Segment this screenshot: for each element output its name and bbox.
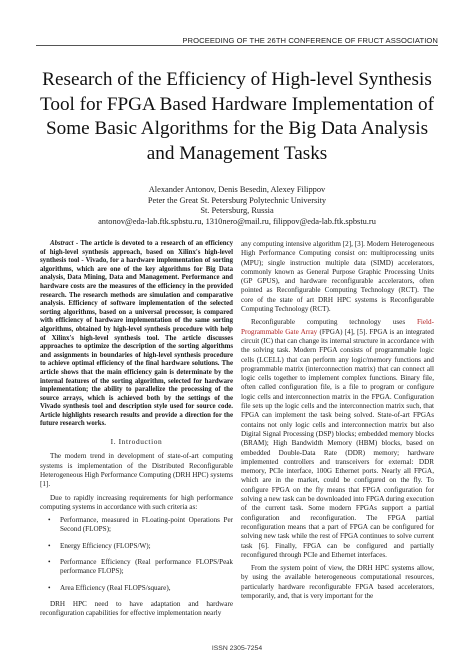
- criteria-item: • Energy Efficiency (FLOPS/W);: [54, 542, 233, 551]
- right-paragraph-2: [241, 318, 434, 560]
- author-block: [0, 185, 474, 227]
- abstract: [40, 240, 233, 429]
- abstract-dash: -: [73, 240, 81, 247]
- intro-paragraph-1: The modern trend in development of state-of-art computing systems is implementation of the Distributed Reconfigurable Heterogeneous High Performance Computing (DRH HPC) systems [1].: [40, 452, 233, 489]
- right-paragraph-1: any computing intensive algorithm [2], [3]. Modern Heterogeneous High Performance Computing consist on: multiprocessing units (MPU); single instruction multiple data (SIMD) accelerators, commonly known as General Purpose Graphic Processing Units (GP GPUS), and hardware reconfigurable accelerators, often pointed as Reconfigurable Computing Technology (RCT). The core of the state of art DRH HPC systems is Reconfigurable Computing Technology (RCT).: [241, 240, 434, 314]
- paper-title: Research of the Efficiency of High-level Synthesis Tool for FPGA Based Hardware Implementation of Some Basic Algorithms for the Big Data Analysis and Management Tasks: [39, 69, 435, 164]
- right-column: [241, 240, 434, 605]
- issn-footer: ISSN 2305-7254: [211, 645, 263, 652]
- conference-header: PROCEEDING OF THE 26TH CONFERENCE OF FRUCT ASSOCIATION: [182, 36, 438, 45]
- header-rule: [36, 45, 438, 46]
- criteria-item: • Performance Efficiency (Real performance FLOPS/Peak performance FLOPS);: [54, 558, 233, 577]
- intro-paragraph-2: Due to rapidly increasing requirements for high performance computing systems in accordance with such criteria as:: [40, 493, 233, 511]
- intro-paragraph-3: DRH HPC need to have adaptation and hardware reconfiguration capabilities for effective implementation nearly: [40, 599, 233, 618]
- fpga-link[interactable]: Field-Programmable Gate Array: [241, 318, 434, 336]
- right-paragraph-3: From the system point of view, the DRH HPC systems allow, by using the available heterogeneous computational resources, particularly hardware reconfigurable FPGA based accelerators, temporarily, and, that is very important for the: [241, 564, 434, 600]
- author-affiliation: Peter the Great St. Petersburg Polytechnic University: [147, 195, 327, 205]
- left-column: [40, 240, 233, 623]
- criteria-list: [40, 516, 233, 593]
- author-names: Alexander Antonov, Denis Besedin, Alexey Filippov: [148, 185, 326, 194]
- criteria-item: • Area Efficiency (Real FLOPS/square),: [54, 584, 233, 593]
- author-city: St. Petersburg, Russia: [200, 206, 274, 215]
- right-paragraph-2-rest: (FPGA) [4], [5]. FPGA is an integrated circuit (IC) that can change its internal structure in accordance with the solving task. Modern FPGA consists of programmable logic cells (LCELL) that can perform any logic/memory functions and programmable matrix (interconnection matrix) that can connect all logic cells together to implement complex functions. Binary file, often called configuration file, is a file to program or configure logic cells and interconnection matrix in the FPGA. Configuration file sets up the logic cells and the interconnection matrix such, that FPGA can implement the task being solved. State-of-art FPGAs contains not only logic cells and interconnection matrix but also Digital Signal Processing (DSP) blocks; embedded memory blocks (BRAM); High Bandwidth Memory (HBM) blocks, based on embedded Double-Data Rate (DDR) memory; hardware implemented controllers and transceivers for external: DDR memory, PCIe interface, 100G Ethernet ports. Nearly all FPGA, which are in the market, could be configured on the fly. To configure FPGA on the fly means that FPGA configuration for solving a new task can be downloaded into FPGA during execution of the current task. Some modern FPGAs support a partial configuration and reconfiguration. The FPGA partial reconfiguration means that a part of FPGA can be configured for solving new task while the rest of FPGA continues to solve current task [6]. Finally, FPGA can be configured and partially reconfigured through PCIe and Ethernet interfaces.: [241, 327, 434, 559]
- abstract-lead: Abstract: [50, 240, 74, 247]
- criteria-item: • Performance, measured in FLoating-point Operations Per Second (FLOPS);: [54, 516, 233, 535]
- section-heading-introduction: I. Introduction: [110, 437, 163, 447]
- right-paragraph-2-start: Reconfigurable computing technology uses: [251, 318, 417, 327]
- author-emails: antonov@eda-lab.ftk.spbstu.ru, 1310nero@mail.ru, filippov@eda-lab.ftk.spbstu.ru: [98, 216, 376, 226]
- abstract-text: The article is devoted to a research of an efficiency of high-level synthesis approach, based on Xilinx's high-level synthesis tool - Vivado, for a hardware implementation of sorting algorithms, which are one of the key algorithms for Big Data analysis, Data Mining, Data and Management. Performance and hardware costs are the measures of the efficiency in the provided research. The research methods are simulation and comparative analysis. Efficiency of software implementation of the selected sorting algorithms, based on a universal processor, is compared with efficiency of hardware implementation of the same sorting algorithms, obtained by high-level synthesis procedure with help of Xilinx's high-level synthesis tool. The article discusses approaches to optimize the description of the sorting algorithms and assignments in boundaries of high-level synthesis procedure to achieve optimal efficiency of the final hardware solutions. The article shows that the main efficiency gain is determinate by the internal features of the sorting algorithm, selected for hardware implementation; the ability to parallelize the processing of the source arrays, which is achieved both by the settings of the Vivado synthesis tool and description style used for source code. Article highlights research results and provide a direction for the future research works.: [40, 240, 234, 428]
